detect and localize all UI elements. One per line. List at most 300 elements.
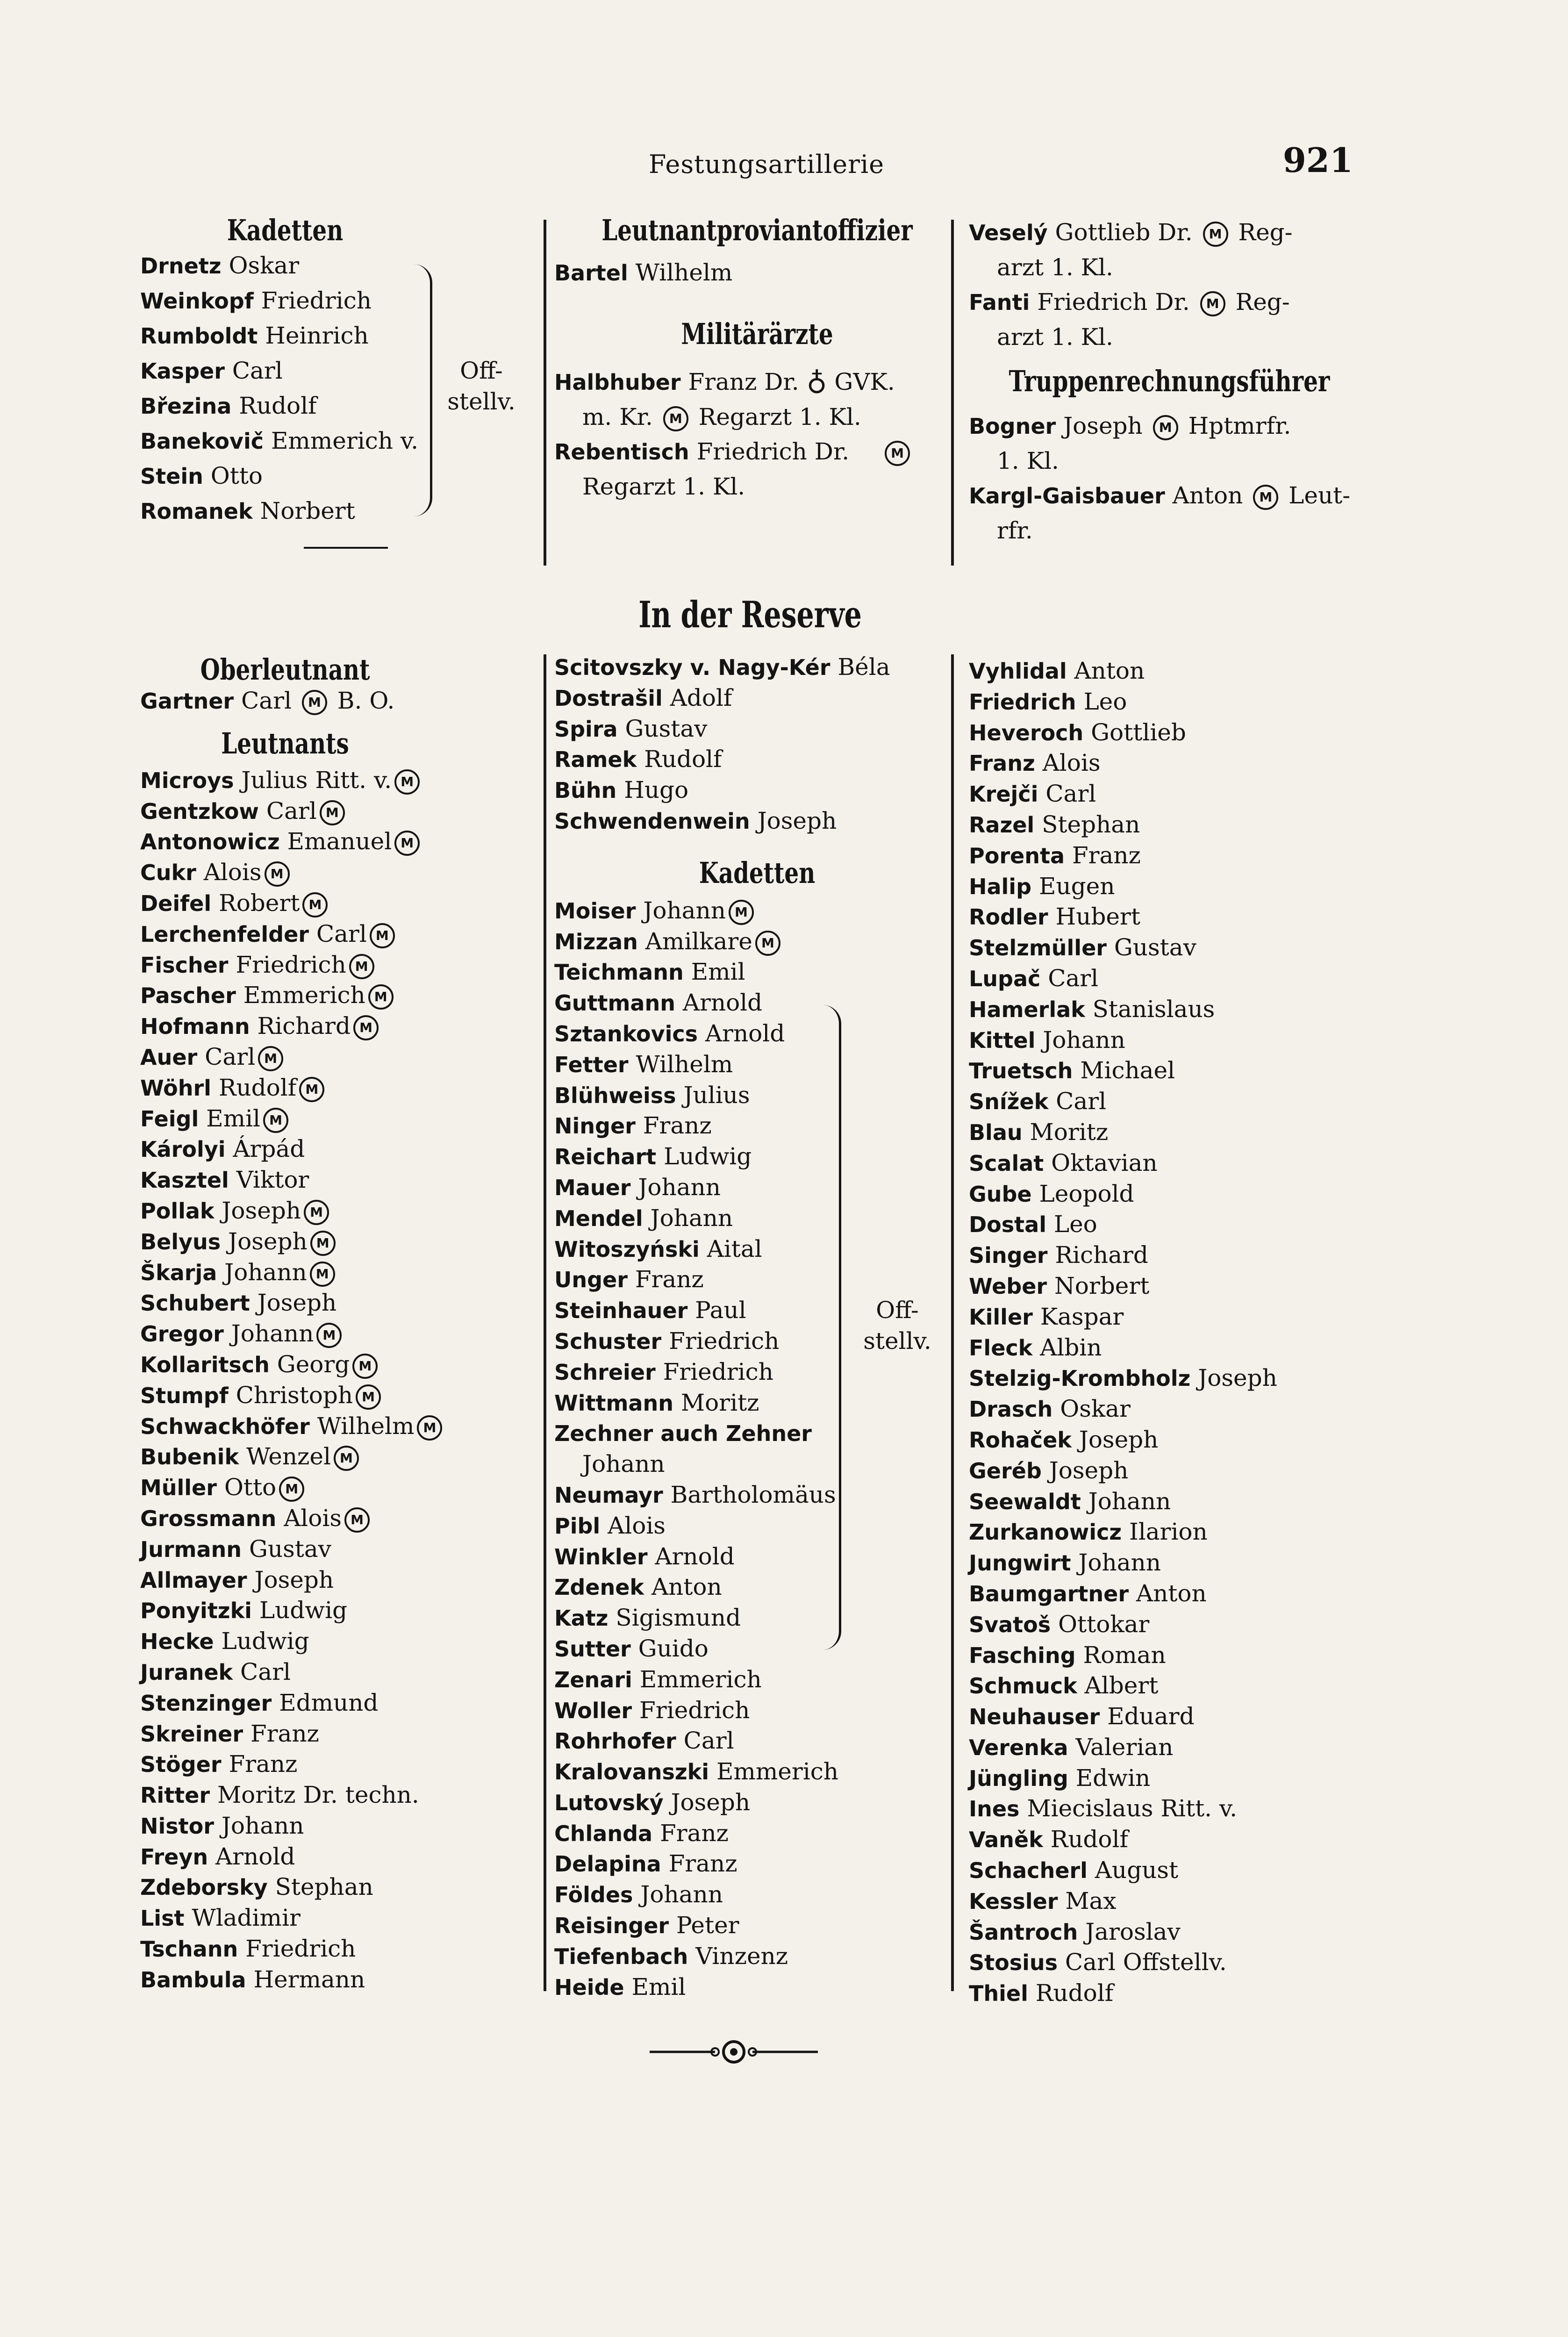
- surname: Hofmann: [140, 1014, 250, 1039]
- surname: Spira: [554, 716, 618, 742]
- section-divider: [304, 547, 388, 549]
- surname: Heveroch: [969, 720, 1084, 746]
- list-item: [969, 1548, 1362, 1578]
- given-name: Arnold: [682, 989, 763, 1017]
- list-item: [140, 1196, 547, 1226]
- list-item: [554, 957, 963, 988]
- given-name: Ludwig: [259, 1597, 348, 1624]
- surname: Mizzan: [554, 929, 638, 954]
- given-name: Wenzel: [246, 1443, 331, 1470]
- surname: Halip: [969, 874, 1032, 899]
- medal-icon: M: [344, 1507, 370, 1533]
- list-item: [969, 932, 1362, 963]
- surname: Seewaldt: [969, 1489, 1081, 1514]
- medal-icon: M: [349, 954, 374, 979]
- list-item: [554, 1634, 963, 1664]
- given-name: Franz: [1072, 841, 1141, 869]
- surname: Belyus: [140, 1229, 221, 1255]
- list-item: [140, 1134, 547, 1165]
- given-name: Joseph: [1198, 1364, 1277, 1392]
- given-name: Carl: [241, 687, 292, 714]
- given-name: Stephan: [275, 1873, 373, 1901]
- surname: Pibl: [554, 1513, 601, 1539]
- list-item: [140, 318, 547, 353]
- given-name: Bartholomäus: [670, 1481, 836, 1508]
- surname: Kessler: [969, 1888, 1058, 1914]
- list-item: [554, 1664, 963, 1695]
- medal-icon: M: [316, 1323, 342, 1348]
- given-name: Adolf: [670, 684, 732, 711]
- heading-militaeraerzte: Militärärzte: [681, 316, 833, 351]
- surname: Feigl: [140, 1106, 199, 1132]
- given-name: Eduard: [1107, 1703, 1195, 1730]
- list-item: [554, 1018, 963, 1049]
- given-name: Edwin: [1075, 1764, 1151, 1792]
- surname: Gube: [969, 1181, 1032, 1207]
- list-item: [140, 1780, 547, 1811]
- list-item: [140, 765, 547, 796]
- given-name: Hermann: [253, 1965, 365, 1993]
- surname: Rumboldt: [140, 323, 258, 349]
- given-name: Friedrich: [669, 1327, 780, 1355]
- surname: Fanti: [969, 290, 1030, 315]
- surname: Fischer: [140, 952, 229, 978]
- list-item: [140, 248, 547, 283]
- given-name: Viktor: [236, 1166, 309, 1194]
- rechnungsfuehrer-list: [965, 409, 1362, 548]
- given-name: Oskar: [229, 252, 300, 279]
- given-name: Ilarion: [1129, 1518, 1208, 1546]
- given-name: Aital: [707, 1235, 762, 1262]
- list-item: [554, 1541, 963, 1572]
- top-col-c: [965, 215, 1362, 548]
- surname: Schuster: [554, 1328, 662, 1354]
- list-item: [969, 1179, 1362, 1210]
- heading-truppenrechnungsfuehrer: Truppenrechnungsführer: [1009, 364, 1330, 398]
- list-item: [554, 1418, 963, 1449]
- given-name: Joseph: [1079, 1426, 1159, 1453]
- given-name: Carl: [232, 357, 283, 384]
- list-item: [140, 1657, 547, 1688]
- given-name: Otto: [210, 462, 263, 489]
- list-item: [554, 1203, 963, 1234]
- list-item: [969, 1302, 1362, 1333]
- given-name: Vinzenz: [695, 1942, 788, 1970]
- given-name: Gustav: [249, 1535, 331, 1563]
- list-item: [554, 1172, 963, 1203]
- surname: Woller: [554, 1698, 632, 1723]
- list-item: [140, 826, 547, 857]
- list-item: [969, 1455, 1362, 1486]
- surname: Rodler: [969, 904, 1048, 930]
- given-name: Wilhelm: [635, 259, 733, 286]
- given-name: Johann: [643, 896, 726, 924]
- surname: Fleck: [969, 1335, 1033, 1361]
- brace-label-line: Off-: [876, 1297, 919, 1324]
- surname: Blau: [969, 1119, 1023, 1145]
- reserve-c-list: [965, 656, 1362, 2009]
- surname: Snížek: [969, 1089, 1049, 1115]
- list-item: [554, 1049, 963, 1080]
- heading-kadetten-reserve: Kadetten: [699, 855, 816, 890]
- list-item: [554, 1111, 963, 1141]
- given-name: Moritz: [1030, 1118, 1109, 1146]
- given-name: Emmerich v.: [271, 427, 419, 454]
- list-item: [969, 656, 1362, 687]
- surname: Svatoš: [969, 1612, 1051, 1637]
- rank-text: B. O.: [337, 687, 395, 714]
- surname: Blühweiss: [554, 1082, 676, 1108]
- list-item: [140, 1319, 547, 1349]
- surname: Hecke: [140, 1629, 214, 1655]
- given-name: Franz: [229, 1750, 298, 1778]
- list-item: [554, 434, 963, 469]
- given-name: Julius Ritt. v.: [241, 766, 392, 794]
- list-item: [969, 810, 1362, 840]
- given-name: Norbert: [260, 497, 355, 524]
- given-name: Hugo: [624, 776, 689, 804]
- surname: Jüngling: [969, 1765, 1068, 1791]
- surname: Scitovszky v. Nagy-Kér: [554, 655, 831, 680]
- surname: Thiel: [969, 1981, 1028, 2007]
- given-name: Joseph: [257, 1289, 337, 1317]
- list-item: [554, 683, 963, 714]
- list-item: [969, 1240, 1362, 1271]
- list-item: [554, 1449, 963, 1480]
- surname: Zurkanowicz: [969, 1520, 1122, 1545]
- given-name: Joseph: [228, 1227, 308, 1255]
- list-item: [140, 1380, 547, 1411]
- given-name: Hubert: [1055, 903, 1140, 931]
- given-name: Paul: [695, 1297, 746, 1324]
- surname: Drasch: [969, 1397, 1053, 1422]
- list-item: [969, 1055, 1362, 1086]
- surname: Ninger: [554, 1113, 636, 1139]
- surname: Winkler: [554, 1544, 648, 1570]
- surname: Neumayr: [554, 1482, 663, 1508]
- brace-label-line: stellv.: [447, 388, 516, 415]
- surname: Schubert: [140, 1290, 250, 1316]
- given-name: Rudolf: [644, 746, 722, 773]
- list-item: [140, 1534, 547, 1565]
- given-name: Carl: [316, 920, 367, 947]
- given-name: Stanislaus: [1092, 995, 1215, 1023]
- given-name: Johann: [221, 1812, 304, 1839]
- surname: Freyn: [140, 1844, 208, 1870]
- brace: [411, 264, 432, 516]
- medal-icon: M: [263, 1108, 288, 1133]
- list-item: [554, 1910, 963, 1941]
- heading-kadetten: Kadetten: [227, 213, 344, 247]
- given-name: Franz: [659, 1819, 729, 1847]
- list-item: [969, 1209, 1362, 1240]
- surname: Tschann: [140, 1936, 238, 1962]
- list-item: [140, 423, 547, 459]
- given-name: Roman: [1083, 1641, 1166, 1669]
- list-item: [969, 1763, 1362, 1794]
- list-item: [554, 1818, 963, 1849]
- given-name: Edmund: [279, 1689, 379, 1716]
- list-item: [554, 1941, 963, 1972]
- surname: Zechner auch Zehner: [554, 1421, 812, 1447]
- surname: Porenta: [969, 843, 1065, 868]
- list-item: [554, 1141, 963, 1172]
- surname: Skreiner: [140, 1721, 243, 1747]
- given-name: Emil: [691, 958, 745, 986]
- surname: Müller: [140, 1475, 217, 1501]
- list-item: [554, 988, 963, 1018]
- surname: Unger: [554, 1267, 628, 1293]
- surname: Baumgartner: [969, 1581, 1129, 1606]
- medal-icon: M: [265, 861, 290, 887]
- given-name: Richard: [1055, 1241, 1148, 1269]
- surname: Kasztel: [140, 1168, 229, 1193]
- given-name: Sigismund: [616, 1604, 741, 1632]
- surname: Nistor: [140, 1813, 214, 1839]
- list-item: [969, 1640, 1362, 1671]
- surname: Allmayer: [140, 1567, 247, 1593]
- list-item: [969, 687, 1362, 717]
- medal-icon: M: [302, 892, 328, 918]
- given-name: Árpád: [233, 1135, 305, 1163]
- surname: Dostrašil: [554, 685, 663, 711]
- surname: Auer: [140, 1044, 198, 1070]
- given-name: Stephan: [1042, 810, 1140, 838]
- given-name: Carl: [683, 1727, 734, 1755]
- surname: Ritter: [140, 1783, 210, 1808]
- list-item: [140, 1872, 547, 1903]
- list-item: [554, 744, 963, 775]
- list-item: [140, 283, 547, 318]
- list-item: [969, 1824, 1362, 1855]
- given-name: Richard: [257, 1012, 351, 1040]
- given-name: Carl: [1056, 1088, 1107, 1115]
- surname: Dostal: [969, 1212, 1046, 1238]
- medal-icon: M: [310, 1231, 336, 1256]
- given-name: Ottokar: [1058, 1610, 1150, 1638]
- list-item: [969, 963, 1362, 994]
- given-name: Rudolf: [1035, 1979, 1114, 2007]
- surname: Schmuck: [969, 1673, 1077, 1699]
- given-name: Emil: [206, 1104, 261, 1132]
- surname: Sutter: [554, 1636, 631, 1662]
- given-name: Leopold: [1039, 1180, 1134, 1207]
- list-item: [551, 258, 963, 288]
- given-name: Wilhelm: [636, 1050, 733, 1078]
- given-name: Arnold: [705, 1019, 785, 1047]
- list-item: [140, 1073, 547, 1104]
- given-name: Johann: [582, 1450, 665, 1478]
- given-name: Arnold: [215, 1842, 295, 1870]
- rank-text: Hptmrfr.: [1188, 412, 1291, 439]
- given-name: Norbert: [1054, 1272, 1150, 1299]
- list-item: [554, 652, 963, 683]
- medal-icon: M: [1203, 222, 1228, 247]
- list-item: [140, 1964, 547, 1995]
- surname: Vyhlidal: [969, 659, 1067, 684]
- aerzte-list: [965, 215, 1362, 354]
- brace: [820, 1005, 841, 1650]
- medal-icon: M: [1153, 415, 1178, 440]
- surname: Kralovanszki: [554, 1759, 709, 1785]
- surname: Wittmann: [554, 1390, 673, 1416]
- surname: Sztankovics: [554, 1021, 698, 1047]
- given-name: Anton: [1074, 657, 1145, 684]
- surname: Pascher: [140, 983, 236, 1009]
- list-item: [140, 494, 547, 529]
- given-name: Joseph: [671, 1788, 751, 1816]
- list-item: [554, 1388, 963, 1419]
- surname: Stumpf: [140, 1383, 229, 1408]
- surname: Stöger: [140, 1752, 222, 1778]
- surname: Juranek: [140, 1659, 233, 1685]
- given-name: Oktavian: [1051, 1149, 1158, 1176]
- list-item: [969, 1117, 1362, 1148]
- list-item: [969, 717, 1362, 748]
- page-number: 921: [1282, 140, 1353, 180]
- given-name: Friedrich Dr.: [1037, 288, 1190, 315]
- list-item: [969, 1363, 1362, 1394]
- list-item: [140, 1226, 547, 1257]
- surname: Gregor: [140, 1321, 224, 1347]
- given-name: Carl: [240, 1658, 291, 1685]
- given-name: Johann: [640, 1881, 723, 1908]
- surname: Jungwirt: [969, 1550, 1071, 1576]
- given-name: Oskar: [1060, 1395, 1131, 1423]
- given-name: Leo: [1083, 688, 1127, 715]
- list-item: [554, 1972, 963, 2003]
- surname: Guttmann: [554, 990, 675, 1016]
- given-name: Johann: [231, 1320, 314, 1348]
- medal-icon: M: [394, 831, 420, 856]
- list-item: [554, 896, 963, 926]
- given-name: Joseph: [1063, 412, 1143, 439]
- list-item: [969, 215, 1362, 250]
- list-item: [140, 950, 547, 981]
- surname: Bubenik: [140, 1444, 239, 1470]
- list-item: [554, 714, 963, 745]
- given-name: Franz: [668, 1850, 737, 1878]
- list-item: [969, 478, 1362, 513]
- given-name: Gottlieb: [1091, 718, 1186, 746]
- surname: Moiser: [554, 898, 636, 924]
- surname: Grossmann: [140, 1505, 277, 1531]
- surname: Földes: [554, 1882, 633, 1908]
- surname: Fasching: [969, 1642, 1076, 1668]
- continuation-text: m. Kr.: [582, 403, 653, 430]
- given-name: Anton: [1172, 482, 1243, 509]
- given-name: Joseph: [1049, 1456, 1129, 1484]
- list-item: [554, 1695, 963, 1726]
- section-title-reserve: In der Reserve: [638, 594, 862, 636]
- surname: Károlyi: [140, 1137, 226, 1162]
- list-item: [140, 1042, 547, 1073]
- list-item: [969, 1947, 1362, 1978]
- surname: Schwackhöfer: [140, 1413, 310, 1439]
- given-name: Friedrich Dr.: [696, 437, 850, 465]
- list-item: [140, 1565, 547, 1596]
- surname: Tiefenbach: [554, 1943, 688, 1969]
- list-item: [969, 1978, 1362, 2009]
- list-item: [140, 1104, 547, 1134]
- rank-text: Regarzt 1. Kl.: [698, 403, 861, 430]
- continuation-text: 1. Kl.: [997, 447, 1059, 474]
- surname: Rohaček: [969, 1427, 1072, 1453]
- list-item: [140, 796, 547, 827]
- list-item: [969, 250, 1362, 285]
- surname: Mauer: [554, 1175, 631, 1200]
- given-name: Alois: [1042, 749, 1101, 777]
- surname: List: [140, 1906, 185, 1931]
- continuation-text: rfr.: [997, 517, 1033, 544]
- given-name: Franz Dr.: [688, 368, 799, 395]
- list-item: [969, 748, 1362, 779]
- given-name: Johann: [224, 1258, 307, 1286]
- given-name: Gustav: [625, 715, 708, 742]
- medal-icon: M: [304, 1200, 329, 1225]
- given-name: Friedrich: [236, 951, 346, 978]
- surname: Friedrich: [969, 689, 1076, 715]
- given-name: Valerian: [1075, 1733, 1174, 1761]
- given-name: Johann: [1078, 1549, 1161, 1577]
- given-name: Emil: [631, 1973, 686, 2000]
- given-name: Rudolf: [239, 392, 317, 419]
- given-name: Emanuel: [287, 828, 392, 855]
- list-item: [554, 806, 963, 837]
- given-name: Johann: [638, 1173, 721, 1201]
- given-name: Julius: [683, 1081, 750, 1109]
- surname: Ponyitzki: [140, 1598, 252, 1624]
- medal-icon: M: [1253, 485, 1278, 510]
- list-item: [969, 1578, 1362, 1609]
- surname: Stosius: [969, 1950, 1058, 1976]
- given-name: Béla: [838, 653, 890, 681]
- list-item: [140, 980, 547, 1011]
- leutnants-list: [140, 765, 547, 1995]
- surname: Weinkopf: [140, 288, 254, 314]
- list-item: [969, 409, 1362, 444]
- reserve-col-a: [140, 652, 547, 1995]
- surname: Hamerlak: [969, 996, 1085, 1022]
- surname: Rohrhofer: [554, 1728, 676, 1754]
- surname: Stelzmüller: [969, 935, 1107, 961]
- surname: Heide: [554, 1974, 624, 2000]
- list-item: [969, 320, 1362, 354]
- list-item: [969, 994, 1362, 1025]
- surname: Zdenek: [554, 1575, 644, 1600]
- given-name: Jaroslav: [1085, 1918, 1181, 1945]
- list-item: [140, 1411, 547, 1442]
- list-item: [554, 1756, 963, 1787]
- surname: Ramek: [554, 747, 637, 773]
- given-name: Emmerich: [243, 982, 365, 1009]
- given-name: Wilhelm: [317, 1412, 415, 1440]
- brace-label: [851, 1295, 944, 1356]
- continuation-text: arzt 1. Kl.: [997, 323, 1113, 351]
- decoration-text: GVK.: [834, 368, 895, 395]
- given-name: Gustav: [1114, 934, 1196, 961]
- surname: Neuhauser: [969, 1704, 1100, 1730]
- surname: Drnetz: [140, 253, 222, 279]
- given-name: Michael: [1080, 1057, 1175, 1084]
- surname: Kittel: [969, 1027, 1036, 1053]
- list-item: [969, 513, 1362, 548]
- brace-label-line: Off-: [460, 357, 503, 384]
- surname: Reichart: [554, 1144, 657, 1170]
- given-name: Emmerich: [716, 1758, 838, 1785]
- given-name: Kaspar: [1040, 1303, 1124, 1330]
- surname: Gentzkow: [140, 798, 259, 824]
